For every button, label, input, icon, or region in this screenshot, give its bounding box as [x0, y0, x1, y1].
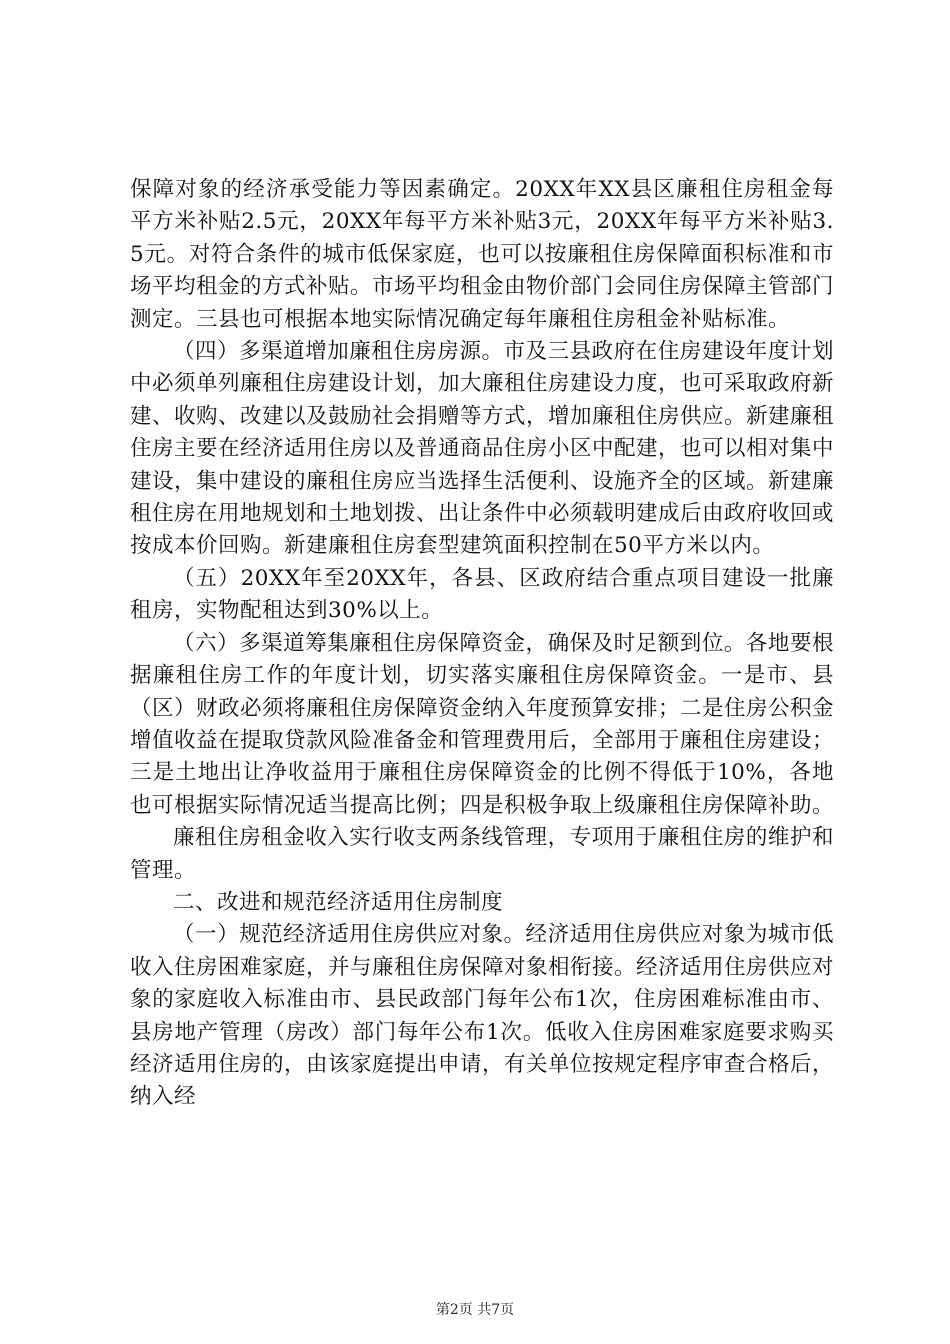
paragraph-subsection-1: （一）规范经济适用住房供应对象。经济适用住房供应对象为城市低收入住房困难家庭，并与廉租住房保障对象相衔接。经济适用住房供应对象的家庭收入标准由市、县民政部门每年公布1次，住房困难标准由市、县房地产管理（房改）部门每年公布1次。低收入住房困难家庭要求购买经济适用住房的，由该家庭提出申请，有关单位按规定程序审查合格后，纳入经 — [130, 922, 835, 1110]
paragraph-section-6: （六）多渠道筹集廉租住房保障资金，确保及时足额到位。各地要根据廉租住房工作的年度计划，切实落实廉租住房保障资金。一是市、县（区）财政必须将廉租住房保障资金纳入年度预算安排；二是住房公积金增值收益在提取贷款风险准备金和管理费用后，全部用于廉租住房建设；三是土地出让净收益用于廉租住房保障资金的比例不得低于10%，各地也可根据实际情况适当提高比例；四是积极争取上级廉租住房保障补助。 — [130, 630, 835, 818]
section-heading-2: 二、改进和规范经济适用住房制度 — [173, 889, 504, 915]
paragraph-continuation: 保障对象的经济承受能力等因素确定。20XX年XX县区廉租住房租金每平方米补贴2.5元，20XX年每平方米补贴3元，20XX年每平方米补贴3.5元。对符合条件的城市低保家庭，也可以按廉租住房保障面积标准和市场平均租金的方式补贴。市场平均租金由物价部门会同住房保障主管部门测定。三县也可根据本地实际情况确定每年廉租住房租金补贴标准。 — [130, 177, 835, 332]
paragraph-section-4: （四）多渠道增加廉租住房房源。市及三县政府在住房建设年度计划中必须单列廉租住房建设计划，加大廉租住房建设力度，也可采取政府新建、收购、改建以及鼓励社会捐赠等方式，增加廉租住房供应。新建廉租住房主要在经济适用住房以及普通商品住房小区中配建，也可以相对集中建设，集中建设的廉租住房应当选择生活便利、设施齐全的区域。新建廉租住房在用地规划和土地划拨、出让条件中必须载明建成后由政府收回或按成本价回购。新建廉租住房套型建筑面积控制在50平方米以内。 — [130, 339, 835, 559]
paragraph-section-5: （五）20XX年至20XX年，各县、区政府结合重点项目建设一批廉租房，实物配租达到30%以上。 — [130, 565, 834, 624]
document-body — [130, 174, 834, 1114]
page-footer: 第2页 共7页 — [435, 1302, 515, 1318]
paragraph-rent-income: 廉租住房租金收入实行收支两条线管理，专项用于廉租住房的维护和管理。 — [130, 825, 834, 883]
